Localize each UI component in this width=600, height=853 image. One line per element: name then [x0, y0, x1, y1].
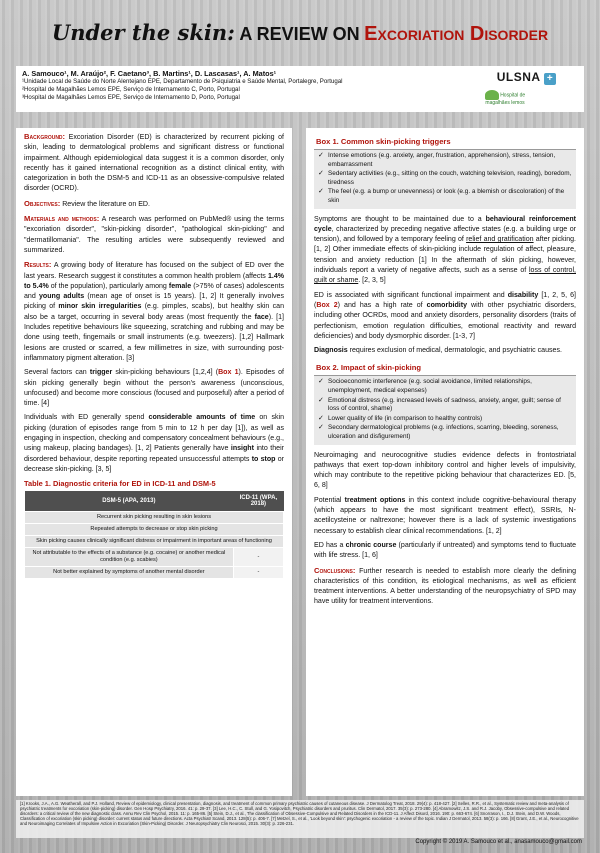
table-cell: Not attributable to the effects of a substance (e.g. cocaine) or another medical condition (e.g. scabies) — [25, 548, 234, 567]
results-text: skin-picking behaviours [1,2,4] ( — [112, 369, 219, 377]
body-text: [1, 2, 5, 6] ( — [314, 291, 576, 309]
results-text: into their disordered behaviour, despite reporting repeated unsuccessful attempts — [24, 445, 285, 463]
list-item: ✓ Lower quality of life (in comparison to healthy controls) — [318, 415, 572, 424]
body-text: in this context include cognitive-behavioural therapy (which appears to have the most significant treatment effect), SSRIs, N-acetilcysteine or naltrexone; however there is a lack of systemic investigations necessary to establish clear clinical recommendations. [1, 2] — [314, 496, 576, 535]
authors-block — [16, 66, 584, 112]
results-text: (e.g. pimples, scabs), but healthy skin can also be a target, occurring in several body areas (most frequently the — [24, 303, 284, 321]
results-text: (mean age of onset is 15 years). [1, 2] It generally involves picking of — [24, 293, 284, 311]
title-review: A REVIEW ON — [239, 24, 360, 44]
box1-reference: Box 1 — [218, 369, 239, 377]
insight-emphasis: insight — [230, 445, 254, 453]
results-text: (>75% of cases) adolescents and — [24, 282, 285, 301]
diagnosis-paragraph — [314, 346, 576, 356]
table-row — [25, 524, 284, 536]
references: [1] Krooks, J.A., A.G. Weatherall, and P.J. Holland, Review of epidemiology, clinical presentation, diagnosis, and treatment of common primary psychiatric causes of cutaneous disease. J Dermatolog Treat, 2018. 29(4): p. 418-427. [2] Selles, R.R., et al., Systematic review and meta-analysis of psychiatric treatments for excoriation (skin-picking) disorder. Gen Hosp Psychiatry, 2016. 41: p. 29-37. [3] Lee, H.C., C. Stull, and G. Yosipovitch, Psychiatric disorders and pruritus. Clin Dermatol, 2017. 35(3): p. 273-280. [4] Abramowitz, J.S. and R.J. Jacoby, Obsessive-compulsive and related disorders: a critical review of the new diagnostic class. Annu Rev Clin Psychol, 2015. 11: p. 165-86. [5] Stein, D.J., et al., The classification of Obsessive-Compulsive and Related Disorders in the ICD-11. J Affect Disord, 2016. 190: p. 663-674. [6] Snorrason, I., D.J. Stein, and D.W. Woods, Classification of excoriation (skin picking) disorder: current status and future directions. Acta Psychiatr Scand, 2013. 128(5): p. 406-7. [7] Metzel, S., et al., 'Look beyond skin': psychogenic excoriation - a review of the topic. Indian J Dermatol, 2013. 58(3): p. 166. [8] Grant, J.E., et al., Neurocognitive and Neuroimaging Correlates of Impulsive Action in Excoriation (Skin-Picking) Disorder. J Neuropsychiatry Clin Neurosci, 2015. 30(3): p. 226-231. — [16, 800, 584, 838]
affiliation-1: ¹Unidade Local de Saúde do Norte Alentejano EPE, Departamento de Psiquiatria e Saúde Mental, Portalegre, Portugal — [22, 78, 343, 85]
body-text: ) and has a high rate of — [337, 301, 427, 309]
comorbidity-paragraph — [314, 291, 576, 342]
course-paragraph — [314, 541, 576, 562]
disability-emphasis: disability — [507, 291, 539, 299]
title-topic: Excoriation Disorder — [364, 23, 549, 45]
table-cell: Not better explained by symptoms of another mental disorder — [25, 567, 234, 579]
female-emphasis: female — [168, 282, 192, 290]
reinforcement-paragraph — [314, 215, 576, 287]
conclusions-section — [314, 566, 576, 608]
table-row — [25, 512, 284, 524]
right-column — [306, 128, 584, 796]
background-text: Excoriation Disorder (ED) is characterized by recurrent picking of skin, leading to dermatological problems and significant distress or functional impairment. Although epidemiological data suggest it is a common disorder, only recently has it gained international recognition as a distinct clinical entity, with categorization in both the DSM-5 and ICD-11 as an obsessive-compulsive related disorder (OCRD). — [24, 134, 284, 193]
body-text: Potential — [314, 496, 345, 504]
table-header-icd11: ICD-11 (WPA, 2018) — [233, 491, 283, 512]
poster-title — [0, 20, 600, 64]
list-item: ✓ Sedentary activities (e.g., sitting on the couch, watching television, reading), boredom, tiredness — [318, 170, 572, 187]
loss-of-control-emphasis: loss of control, guilt or shame — [314, 267, 576, 285]
background-heading: Background: — [24, 132, 66, 141]
to-stop-emphasis: to stop — [251, 455, 276, 463]
results-text: or decrease skin-picking. [3, 5] — [24, 455, 285, 473]
body-text: (particularly if untreated) and symptoms tend to fluctuate with life stress. [1, 6] — [314, 541, 576, 560]
body-text: Symptoms are thought to be maintained due to a — [314, 215, 486, 223]
results-text: on skin picking (duration of episodes range from 5 min to 12 h per day [1]), as well as engaging in inspection, checking and compensatory concealment behaviours (e.g., using makeup, placing bandages). [1, 2] Patients generally have — [24, 414, 284, 453]
results-text: Individuals with ED generally spend — [24, 414, 149, 422]
trigger-emphasis: trigger — [89, 369, 113, 377]
face-emphasis: face — [254, 313, 269, 321]
ulsna-logo-text: ULSNA — [496, 70, 541, 84]
list-item: ✓ Emotional distress (e.g. increased levels of sadness, anxiety, anger, guilt; sense of loss of control, shame) — [318, 397, 572, 414]
diagnosis-emphasis: Diagnosis — [314, 347, 348, 355]
results-paragraph-2 — [24, 368, 284, 409]
table1-title: Table 1. Diagnostic criteria for ED in ICD-11 and DSM-5 — [24, 479, 216, 489]
table-row — [25, 548, 284, 567]
list-item: ✓ Secondary dermatological problems (e.g. infections, scarring, bleeding, soreness, ulceration and disfigurement) — [318, 424, 572, 441]
conclusions-heading: Conclusions: — [314, 565, 356, 575]
time-emphasis: considerable amounts of time — [148, 414, 256, 422]
table-cell: Repeated attempts to decrease or stop skin picking — [25, 524, 284, 536]
copyright: Copyright © 2019 A. Samouco et al., anasamouco@gmail.com — [415, 839, 582, 845]
table-row — [25, 536, 284, 548]
neuroimaging-paragraph: Neuroimaging and neurocognitive studies evidence defects in frontostriatal pathways that exert top-down inhibitory control and higher levels of impulsivity, which may contribute to the repetitive picking behaviour that characterizes ED. [5, 6, 8] — [314, 451, 576, 490]
box2-title: Box 2. Impact of skin-picking — [316, 363, 422, 373]
body-text: after picking. [1, 2] Other immediate effects of skin-picking include regulation of affect, pleasure, tension and anxiety reduction [1] In the aftermath of skin picking, however, individuals report a variety of negative affects, such as a sense of — [314, 236, 576, 275]
objectives-section — [24, 199, 284, 210]
results-paragraph-1 — [24, 260, 284, 364]
methods-heading: Materials and methods: — [24, 214, 100, 224]
box2 — [314, 360, 576, 444]
results-text: Several factors can — [24, 369, 90, 377]
box1-title: Box 1. Common skin-picking triggers — [316, 137, 451, 146]
methods-text: A research was performed on PubMed® using the terms "excoriation disorder", "skin-picking disorder", "pathological skin-picking" and "dermatillomania". The resulting articles were subsequently reviewed and summarized. — [24, 216, 284, 254]
author-list: A. Samouco¹, M. Araújo², F. Caetano³, B. Martins¹, D. Lascasas¹, A. Matos¹ — [22, 69, 277, 78]
box1-list — [314, 149, 576, 209]
ulsna-logo — [497, 70, 556, 85]
treatment-emphasis: treatment options — [344, 496, 406, 504]
diagnostic-criteria-table — [24, 491, 284, 579]
body-text: ED has a — [314, 541, 346, 549]
table-cell: - — [233, 548, 283, 567]
skin-irregularities-emphasis: minor skin irregularities — [58, 303, 142, 311]
box1 — [314, 134, 576, 209]
table-cell: Skin picking causes clinically significant distress or impairment in important areas of functioning — [25, 536, 284, 548]
list-item: ✓ Socioeconomic interference (e.g. social avoidance, limited relationships, unemployment, medical expenses) — [318, 378, 572, 395]
chronic-course-emphasis: chronic course — [345, 541, 397, 549]
prevalence-emphasis: 1.4% to 5.4% — [24, 272, 284, 290]
affiliation-3: ³Hospital de Magalhães Lemos EPE, Serviço de Internamento D, Porto, Portugal — [22, 94, 240, 101]
conclusions-text: Further research is needed to establish more clearly the defining characteristics of this condition, its etiological mechanisms, as well as efficient treatment interventions. A better understanding of the neuropsychiatry of SPD may have utility for treatment interventions. — [314, 567, 576, 606]
box2-list — [314, 375, 576, 444]
objectives-heading: Objectives: — [24, 198, 61, 208]
young-adults-emphasis: young adults — [39, 293, 85, 301]
relief-emphasis: relief and gratification — [466, 236, 534, 244]
body-text: , characterized by preceding negative affective states (e.g. a building urge or tension), and followed by a temporary feeling of — [314, 225, 576, 244]
reinforcement-emphasis: behavioural reinforcement cycle — [314, 215, 576, 233]
table-header-row — [25, 491, 284, 512]
hospital-logo-text: Hospital de magalhães lemos — [485, 92, 526, 106]
results-paragraph-3 — [24, 413, 284, 475]
results-text: of the population), particularly among — [48, 282, 169, 290]
objectives-text: Review the literature on ED. — [62, 200, 150, 208]
title-script: Under the skin: — [51, 20, 235, 45]
table-cell: - — [233, 567, 283, 579]
body-text: requires exclusion of medical, dermatologic, and psychiatric causes. — [347, 347, 562, 355]
table-row — [25, 567, 284, 579]
background-section — [24, 132, 284, 195]
table-header-dsm5: DSM-5 (APA, 2013) — [25, 491, 234, 512]
left-column — [16, 128, 292, 796]
table-cell: Recurrent skin picking resulting in skin lesions — [25, 512, 284, 524]
comorbidity-emphasis: comorbidity — [426, 301, 467, 309]
results-text: ). Episodes of skin picking generally begin without the person's awareness (unconscious, unfocused) and become more conscious (focused and purposeful) after a period of time. [4] — [24, 369, 284, 408]
methods-section — [24, 214, 284, 256]
affiliation-2: ²Hospital de Magalhães Lemos EPE, Serviço de Internamento C, Porto, Portugal — [22, 86, 240, 93]
list-item: ✓ The feel (e.g. a bump or unevenness) or look (e.g. a blemish or discoloration) of the skin — [318, 188, 572, 205]
body-text: . [2, 3, 5] — [358, 277, 386, 285]
body-text: with other psychiatric disorders, including other OCRDs, mood and anxiety disorders, personality disorders (traits of perfectionism, emotion regulation difficulties, emotional reactivity and reward deficiencies) and body dysmorphic disorder. [1-3, 7] — [314, 301, 576, 340]
treatment-paragraph — [314, 496, 576, 537]
plus-icon: + — [544, 73, 556, 85]
results-text: A growing body of literature has focused on the subject of ED over the last years. Research suggest it constitutes a common health problem (affects — [24, 262, 284, 280]
list-item: ✓ Intense emotions (e.g. anxiety, anger, frustration, apprehension), stress, tension, embarrassment — [318, 152, 572, 169]
results-text: ). [1] Includes repetitive behaviours like squeezing, scratching and rubbing and may be done using teeth, fingernails or small instruments (e.g. tweezers). [1,2] Hallmark lesions are crusted or scarred, a few millimetres in size, with surrounding post-inflammatory pigment alteration. [3] — [24, 313, 284, 362]
hospital-logo — [476, 90, 534, 106]
results-heading: Results: — [24, 260, 52, 270]
body-text: ED is associated with significant functional impairment and — [314, 291, 508, 299]
box2-reference: Box 2 — [316, 301, 338, 309]
hospital-leaf-icon — [485, 90, 499, 100]
